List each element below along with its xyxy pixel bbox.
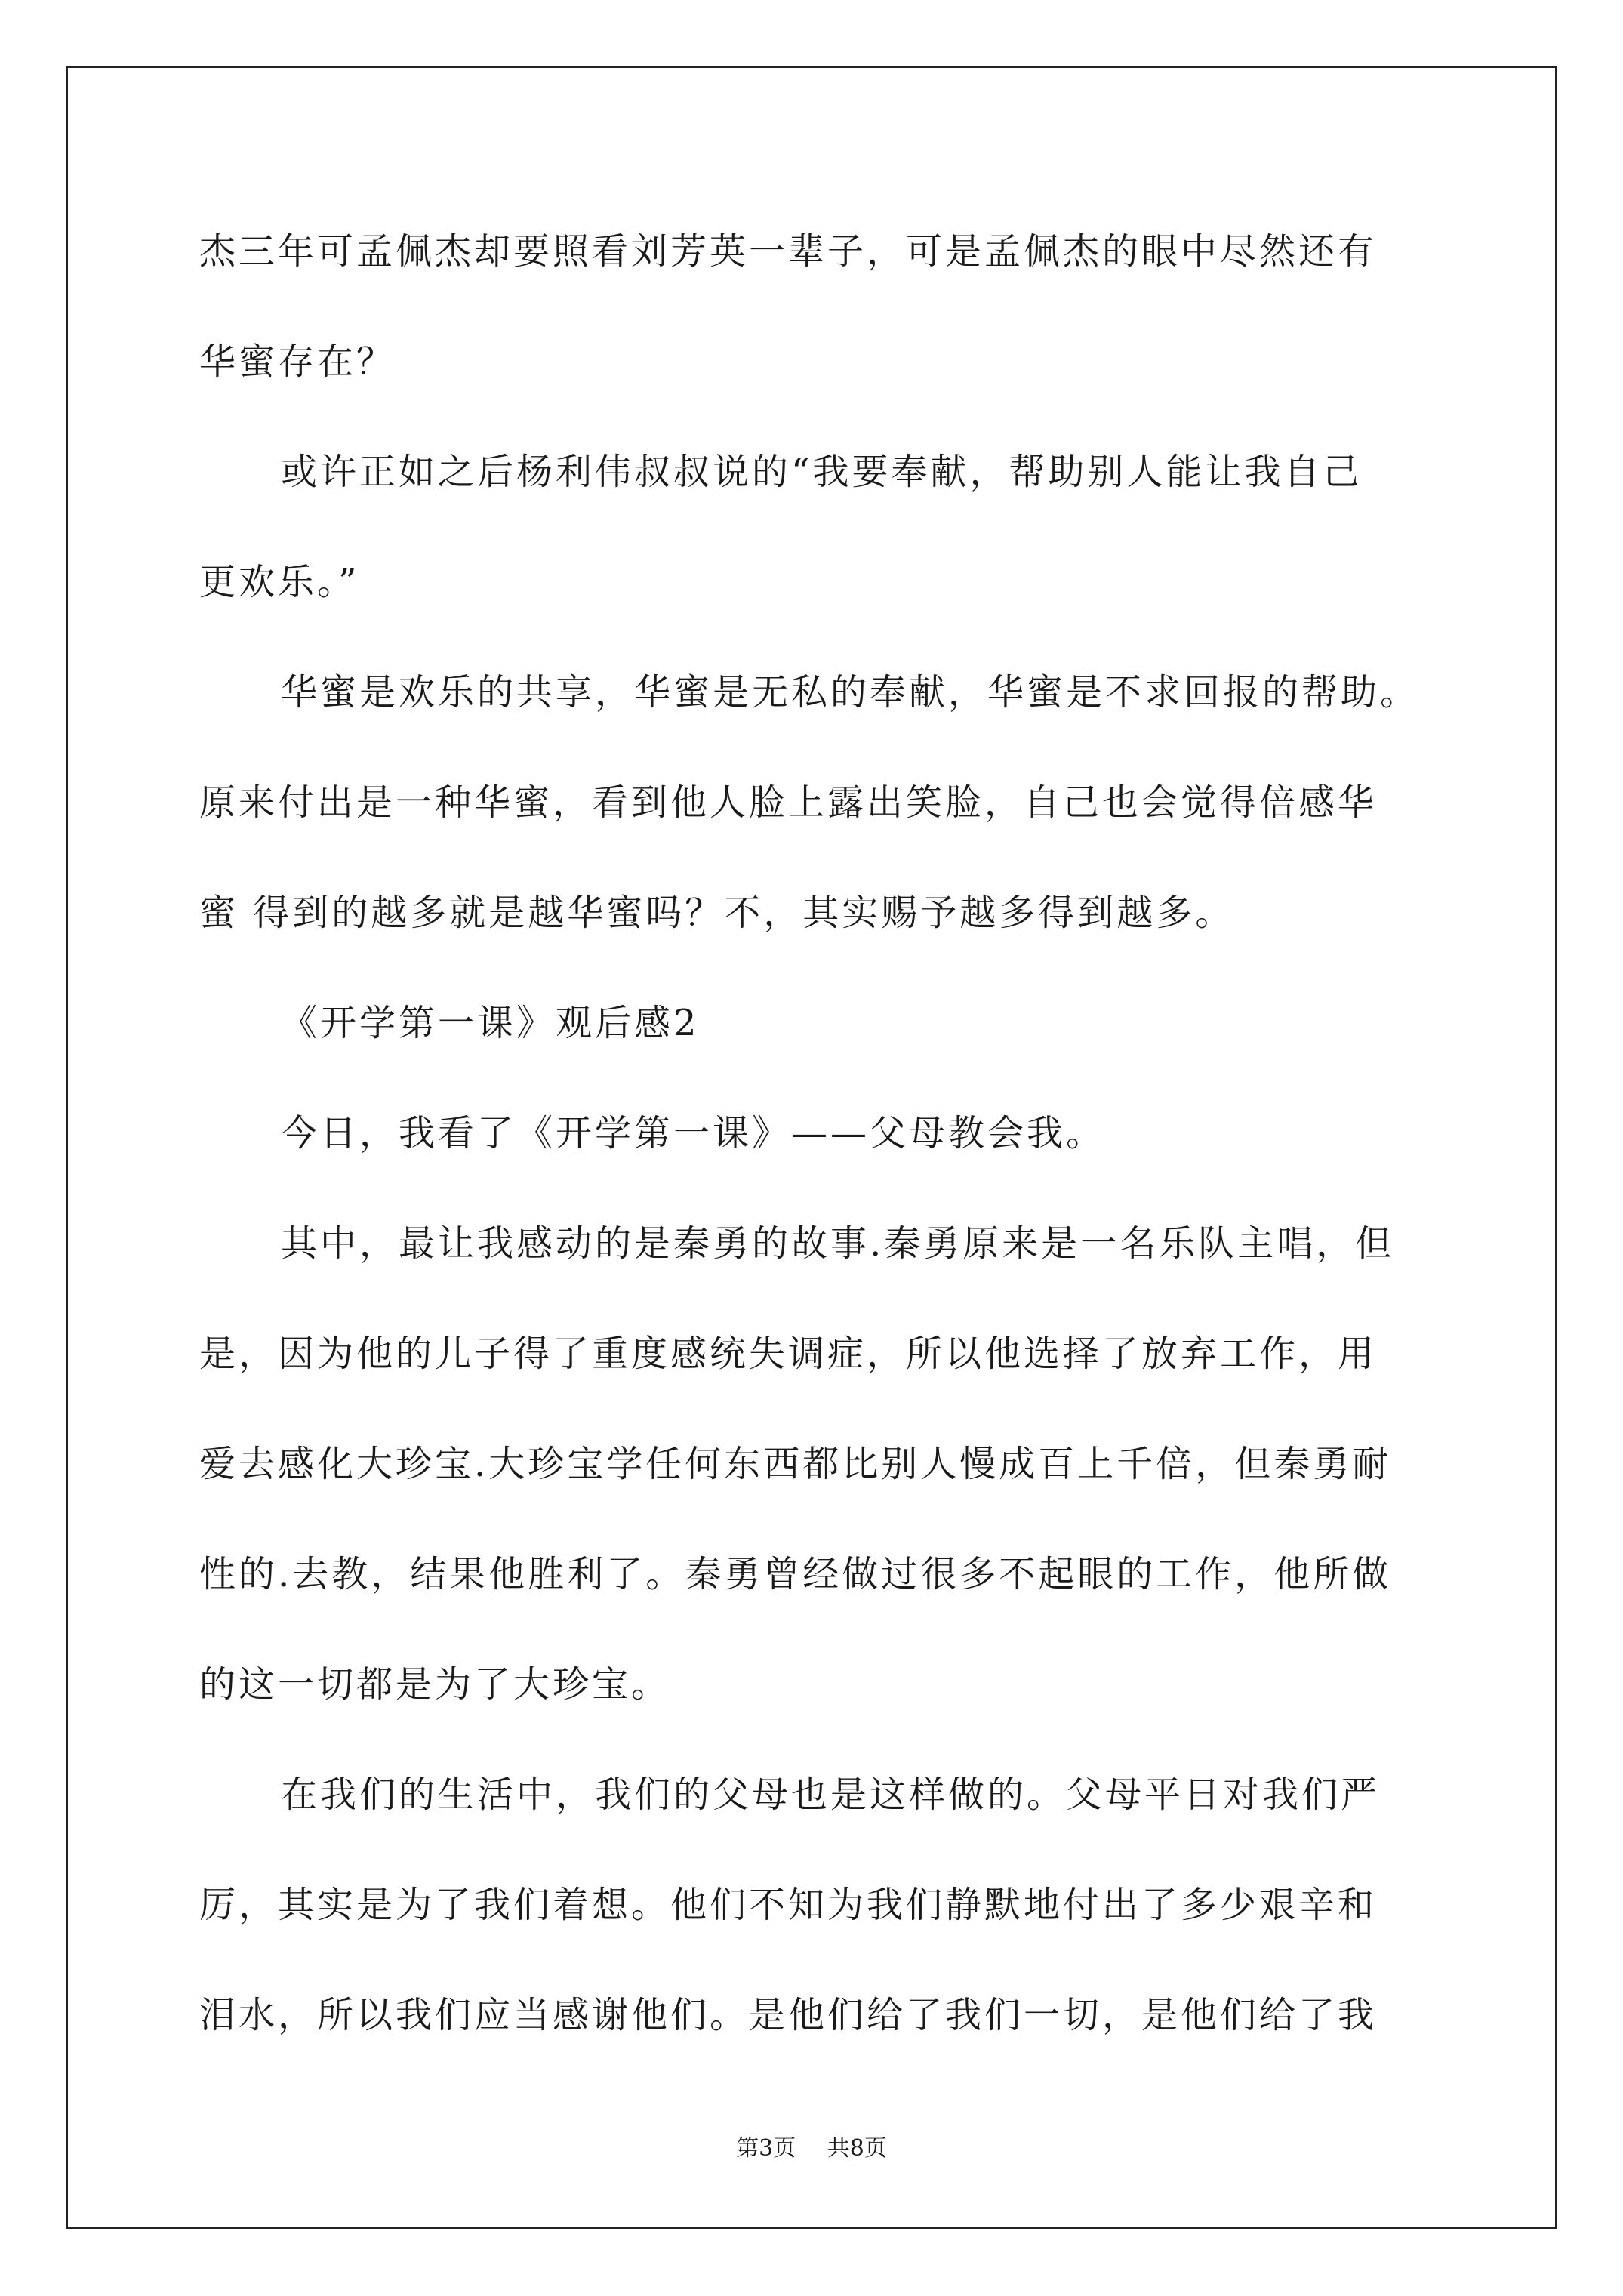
text-line: 爱去感化大珍宝.大珍宝学任何东西都比别人慢成百上千倍，但秦勇耐 (199, 1443, 1392, 1485)
text-line: 性的.去教，结果他胜利了。秦勇曾经做过很多不起眼的工作，他所做 (199, 1553, 1392, 1595)
text-line: 华蜜存在？ (199, 341, 396, 383)
text-line: 厉，其实是为了我们着想。他们不知为我们静默地付出了多少艰辛和 (199, 1884, 1378, 1926)
page-footer (0, 2134, 1623, 2164)
text-line: 蜜 得到的越多就是越华蜜吗？不，其实赐予越多得到越多。 (199, 892, 1235, 934)
text-line: 华蜜是欢乐的共享，华蜜是无私的奉献，华蜜是不求回报的帮助。 (281, 671, 1420, 713)
text-line: 更欢乐。” (199, 561, 360, 603)
text-line: 或许正如之后杨利伟叔叔说的“我要奉献，帮助别人能让我自己 (281, 451, 1363, 493)
text-line: 原来付出是一种华蜜，看到他人脸上露出笑脸，自己也会觉得倍感华 (199, 781, 1378, 824)
text-line: 的这一切都是为了大珍宝。 (199, 1663, 671, 1706)
text-line: 在我们的生活中，我们的父母也是这样做的。父母平日对我们严 (281, 1774, 1381, 1816)
page-total: 共8页 (827, 2135, 887, 2162)
text-line: 泪水，所以我们应当感谢他们。是他们给了我们一切，是他们给了我 (199, 1994, 1378, 2036)
text-line: 杰三年可孟佩杰却要照看刘芳英一辈子，可是孟佩杰的眼中尽然还有 (199, 230, 1378, 273)
text-line: 其中，最让我感动的是秦勇的故事.秦勇原来是一名乐队主唱，但 (281, 1222, 1395, 1265)
section-heading: 《开学第一课》观后感2 (281, 1002, 700, 1044)
text-line: 今日，我看了《开学第一课》——父母教会我。 (281, 1112, 1106, 1154)
document-body (199, 196, 1433, 2070)
page-number: 第3页 (736, 2135, 796, 2162)
text-line: 是，因为他的儿子得了重度感统失调症，所以他选择了放弃工作，用 (199, 1333, 1378, 1375)
